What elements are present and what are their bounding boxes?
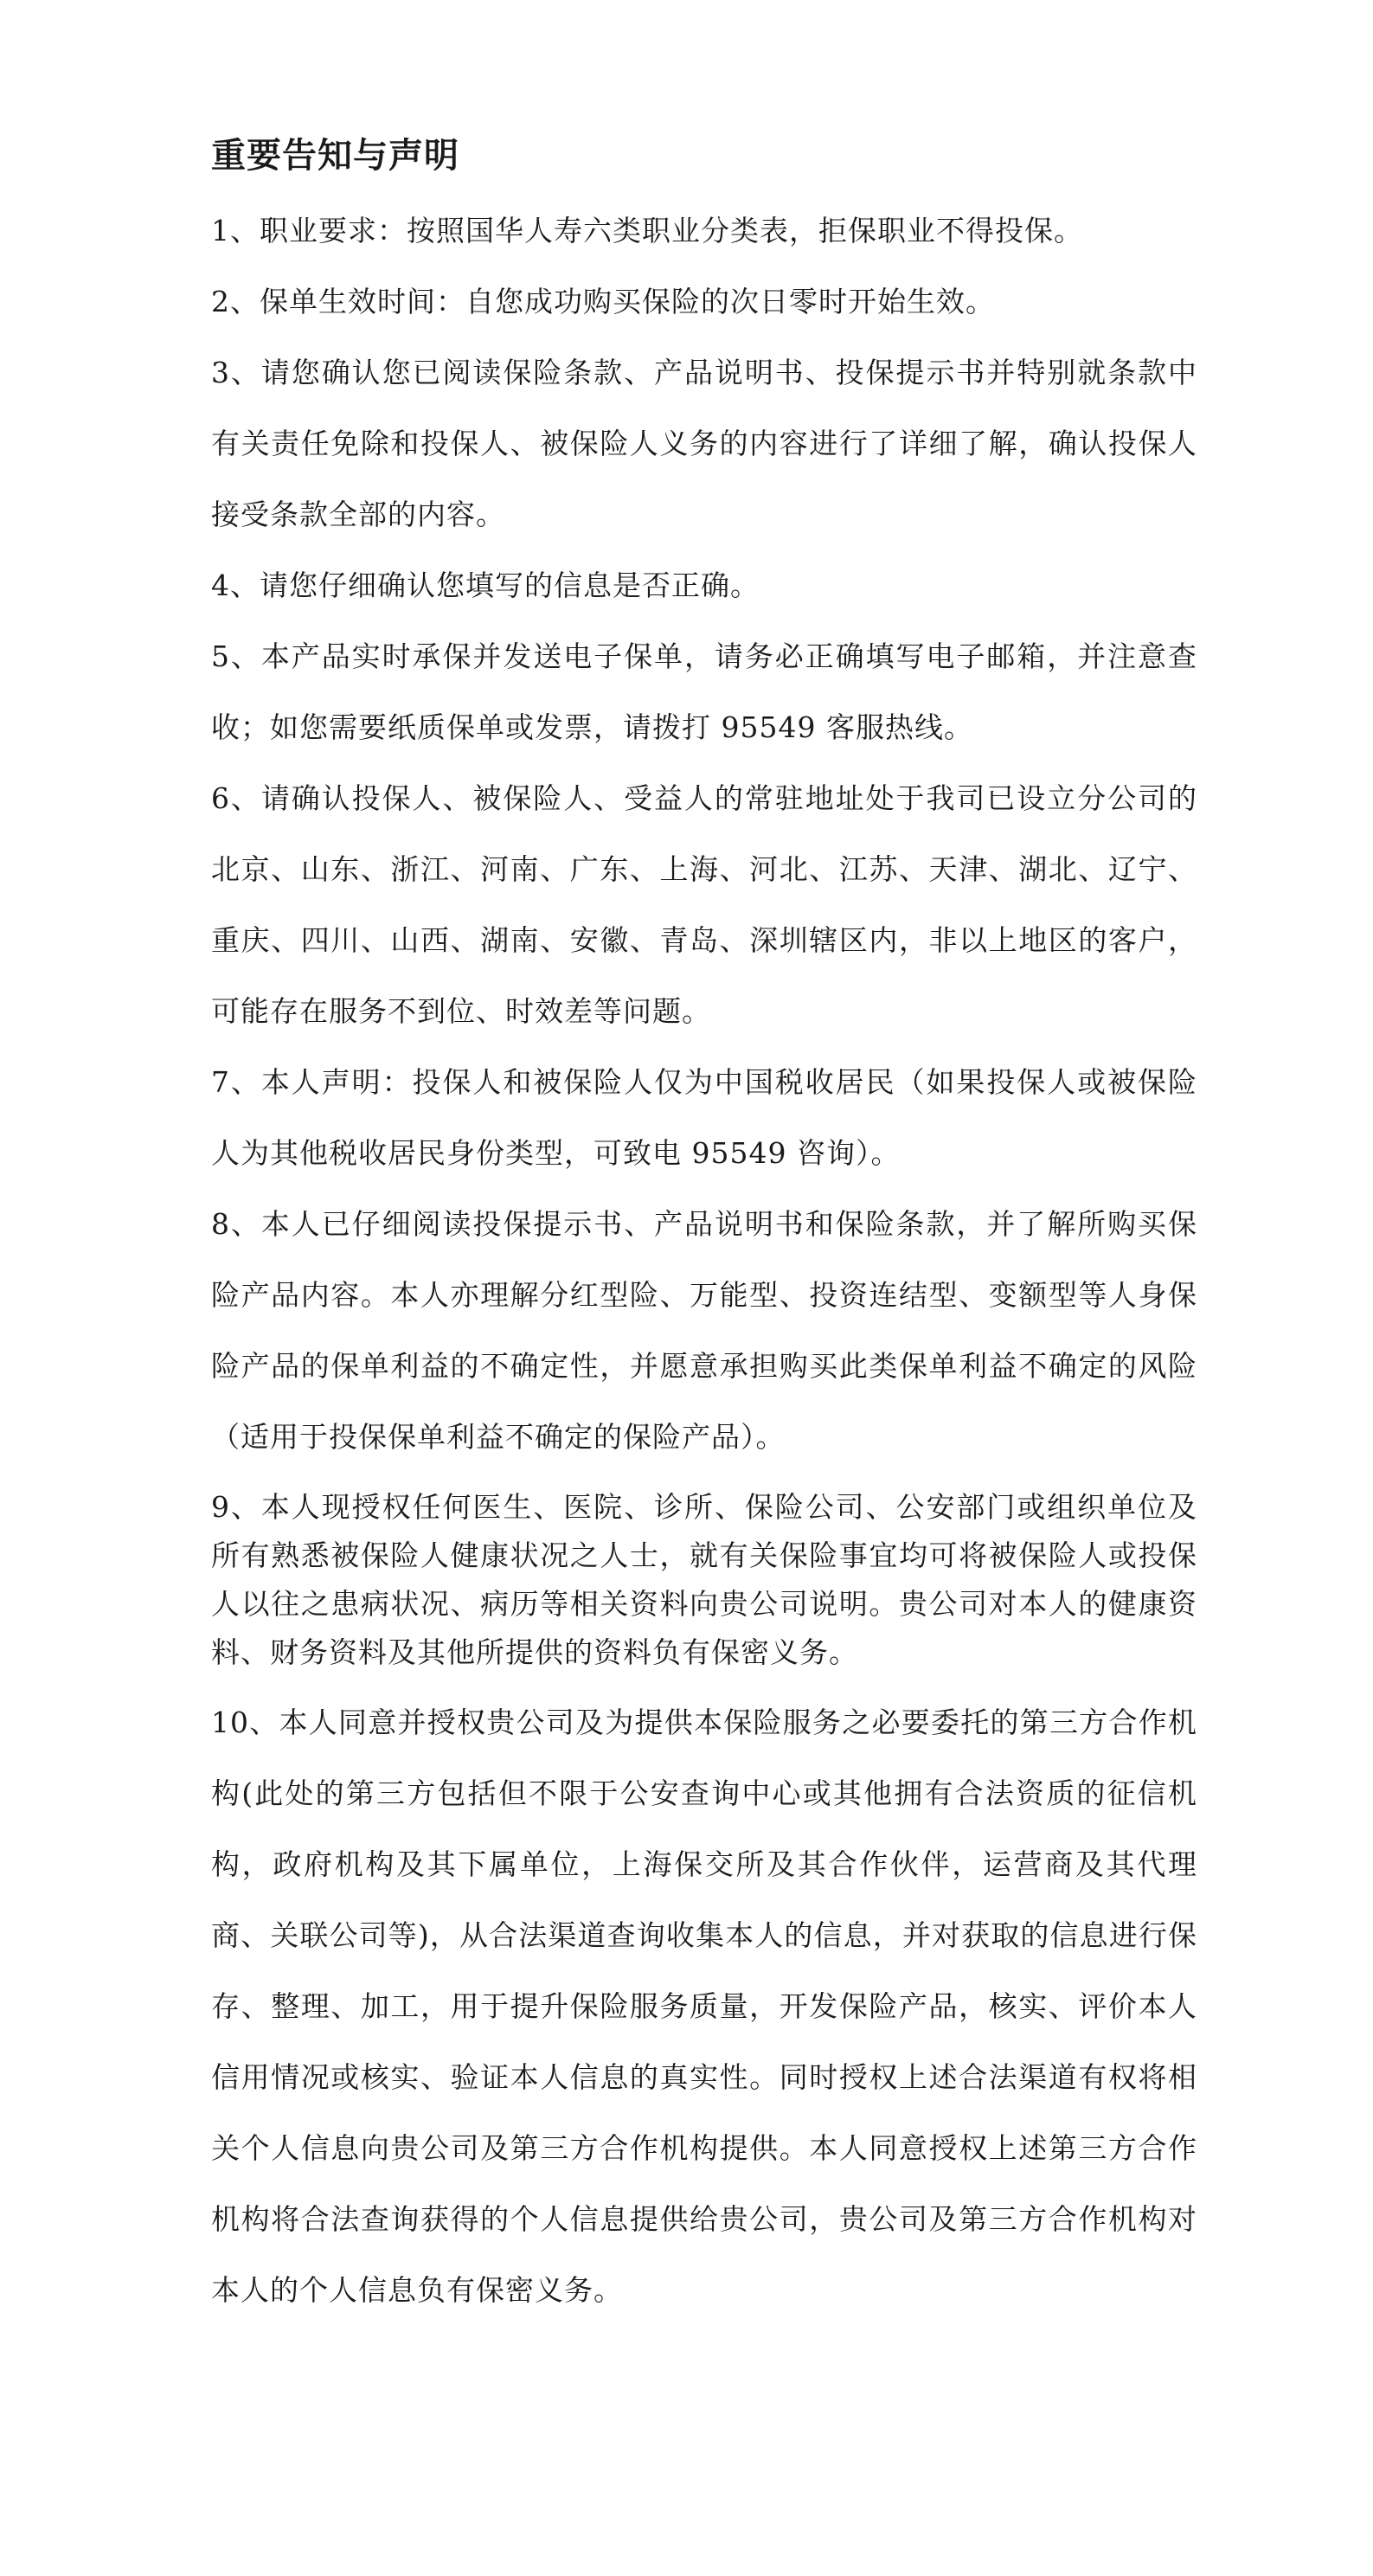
notice-item-9: 9、本人现授权任何医生、医院、诊所、保险公司、公安部门或组织单位及所有熟悉被保险人健康状况之人士，就有关保险事宜均可将被保险人或投保人以往之患病状况、病历等相关资料向贵公司说明。贵公司对本人的健康资料、财务资料及其他所提供的资料负有保密义务。	[211, 1490, 1197, 1669]
notice-item-3: 3、请您确认您已阅读保险条款、产品说明书、投保提示书并特别就条款中有关责任免除和投保人、被保险人义务的内容进行了详细了解，确认投保人接受条款全部的内容。	[211, 356, 1197, 531]
notice-item-4: 4、请您仔细确认您填写的信息是否正确。	[211, 569, 760, 602]
notice-item-6: 6、请确认投保人、被保险人、受益人的常驻地址处于我司已设立分公司的北京、山东、浙江、河南、广东、上海、河北、江苏、天津、湖北、辽宁、重庆、四川、山西、湖南、安徽、青岛、深圳辖区内，非以上地区的客户，可能存在服务不到位、时效差等问题。	[211, 781, 1197, 1028]
notice-item-1: 1、职业要求：按照国华人寿六类职业分类表，拒保职业不得投保。	[211, 214, 1083, 247]
document-page	[211, 130, 1197, 2326]
notice-item-7: 7、本人声明：投保人和被保险人仅为中国税收居民（如果投保人或被保险人为其他税收居民身份类型，可致电 95549 咨询）。	[211, 1065, 1197, 1170]
notice-item-2: 2、保单生效时间：自您成功购买保险的次日零时开始生效。	[211, 285, 995, 318]
notice-item-5: 5、本产品实时承保并发送电子保单，请务必正确填写电子邮箱，并注意查收；如您需要纸质保单或发票，请拨打 95549 客服热线。	[211, 639, 1197, 744]
document-title: 重要告知与声明	[211, 135, 459, 176]
notice-item-8: 8、本人已仔细阅读投保提示书、产品说明书和保险条款，并了解所购买保险产品内容。本人亦理解分红型险、万能型、投资连结型、变额型等人身保险产品的保单利益的不确定性，并愿意承担购买此类保单利益不确定的风险（适用于投保保单利益不确定的保险产品）。	[211, 1207, 1197, 1454]
notice-item-10: 10、本人同意并授权贵公司及为提供本保险服务之必要委托的第三方合作机构(此处的第三方包括但不限于公安查询中心或其他拥有合法资质的征信机构，政府机构及其下属单位，上海保交所及其合作伙伴，运营商及其代理商、关联公司等)，从合法渠道查询收集本人的信息，并对获取的信息进行保存、整理、加工，用于提升保险服务质量，开发保险产品，核实、评价本人信用情况或核实、验证本人信息的真实性。同时授权上述合法渠道有权将相关个人信息向贵公司及第三方合作机构提供。本人同意授权上述第三方合作机构将合法查询获得的个人信息提供给贵公司，贵公司及第三方合作机构对本人的个人信息负有保密义务。	[211, 1706, 1197, 2307]
